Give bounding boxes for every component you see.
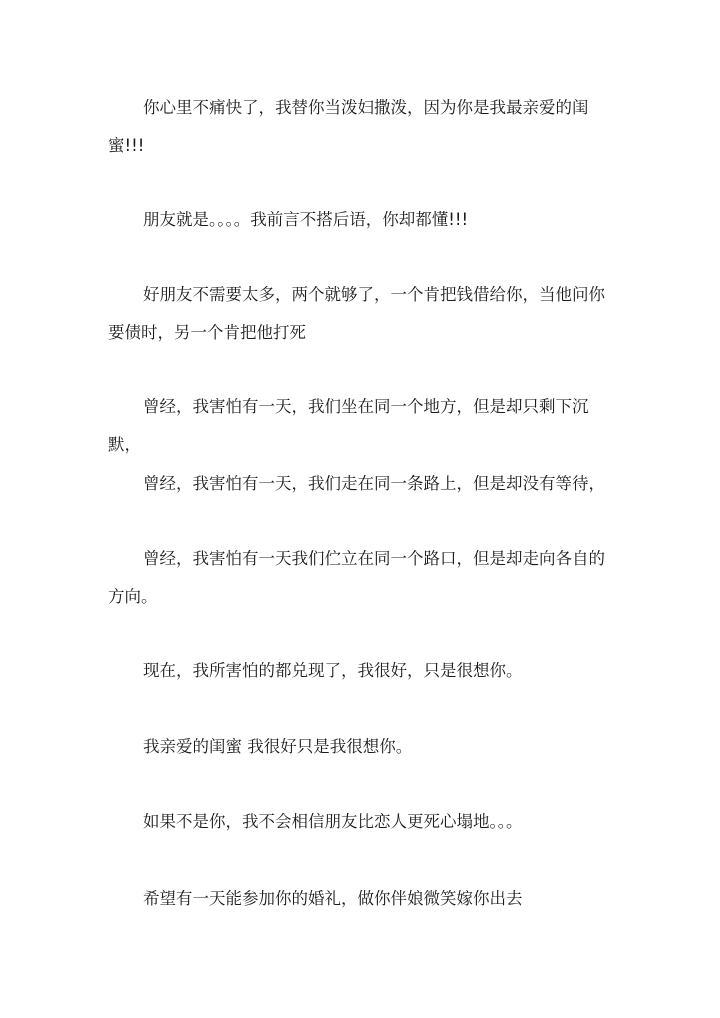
paragraph: 我亲爱的闺蜜 我很好只是我很想你。 (143, 737, 413, 756)
paragraph: 好朋友不需要太多，两个就够了，一个肯把钱借给你，当他问你要债时，另一个肯把他打死 (108, 285, 605, 342)
paragraph: 现在，我所害怕的都兑现了，我很好，只是很想你。 (143, 661, 523, 680)
paragraph: 你心里不痛快了，我替你当泼妇撒泼，因为你是我最亲爱的闺蜜!!! (108, 98, 589, 155)
paragraph: 曾经，我害怕有一天我们伫立在同一个路口，但是却走向各自的方向。 (108, 549, 605, 606)
paragraph: 曾经，我害怕有一天，我们走在同一条路上，但是却没有等待， (143, 474, 605, 493)
paragraph: 希望有一天能参加你的婚礼，做你伴娘微笑嫁你出去 (143, 889, 523, 908)
paragraph: 如果不是你，我不会相信朋友比恋人更死心塌地。。。 (143, 812, 523, 831)
paragraph: 朋友就是。。。。我前言不搭后语，你却都懂!!! (143, 210, 469, 229)
paragraph: 曾经，我害怕有一天，我们坐在同一个地方，但是却只剩下沉默， (108, 397, 589, 454)
